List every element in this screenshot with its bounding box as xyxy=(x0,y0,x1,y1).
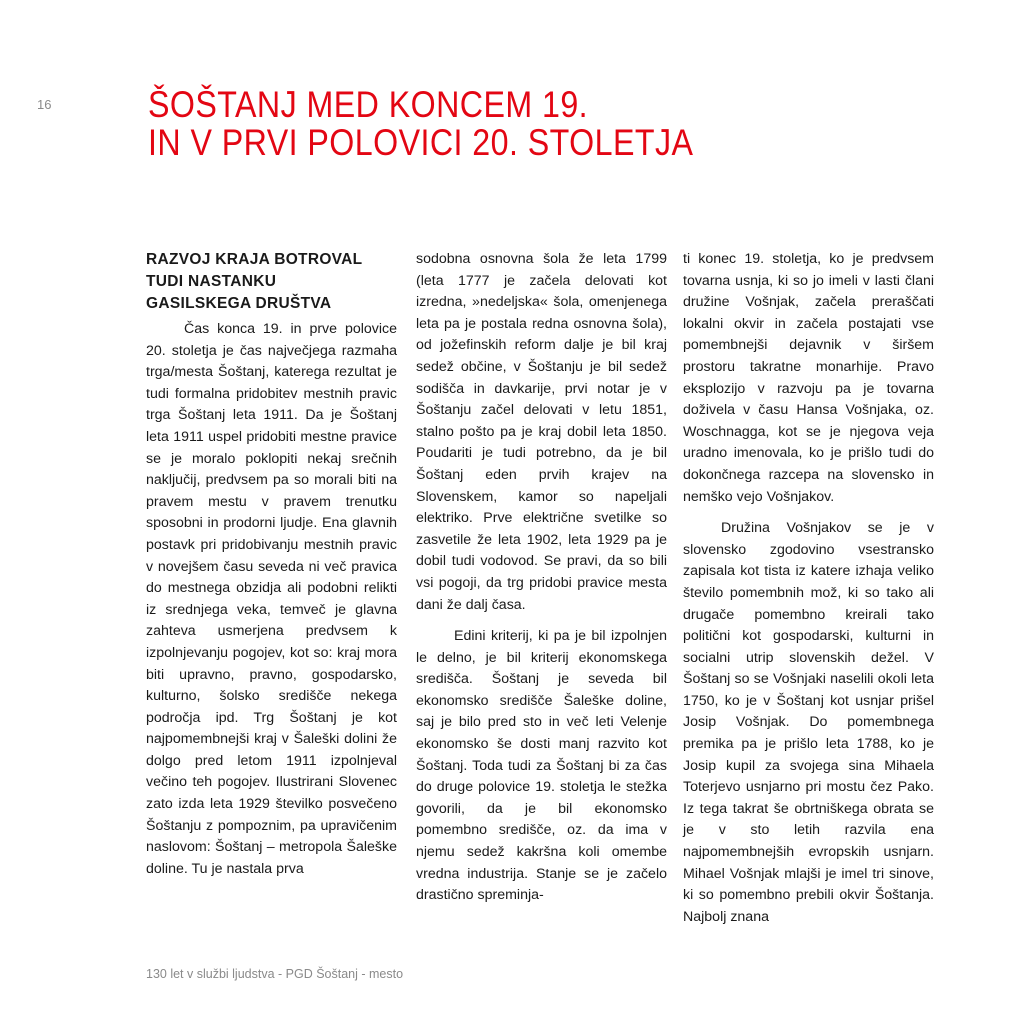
page-footer: 130 let v službi ljudstva - PGD Šoštanj - mesto xyxy=(146,967,404,981)
subheading-line-3: GASILSKEGA DRUŠTVA xyxy=(146,295,332,312)
paragraph: sodobna osnovna šola že leta 1799 (leta 1777 je začela delovati kot izredna, »nedeljska« šola, omenjenega leta pa je postala redna osnovna šola), od jožefinskih reform dalje je bil kraj sedež občine, v Šoštanju je bil sedež sodišča in davkarije, prvi notar je v Šoštanju začel delovati v letu 1851, stalno pošto pa je kraj dobil leta 1850. Poudariti je tudi potrebno, da je bil Šoštanj eden prvih krajev na Slovenskem, kamor so napeljali elektriko. Prve električne svetilke so zasvetile že leta 1902, leta 1929 pa je dobil tudi vodovod. Se pravi, da so bili vsi pogoji, da trg pridobi pravice mesta dani že dalj časa. xyxy=(416,251,667,613)
page-title xyxy=(148,86,693,162)
text-column-3 xyxy=(683,249,934,928)
subheading-line-1: RAZVOJ KRAJA BOTROVAL xyxy=(146,251,363,268)
subheading-line-2: TUDI NASTANKU xyxy=(146,273,277,290)
section-subheading xyxy=(146,249,397,315)
text-column-1 xyxy=(146,249,397,880)
page-number: 16 xyxy=(37,97,52,112)
text-column-2 xyxy=(416,249,667,907)
paragraph: Družina Vošnjakov se je v slovensko zgodovino vsestransko zapisala kot tista iz katere izhaja veliko število pomembnih mož, ki so tako ali drugače pomembno kreirali tako politični kot gospodarski, kulturni in socialni utrip slovenskih dežel. V Šoštanj so se Vošnjaki naselili okoli leta 1750, ko je v Šoštanj kot usnjar prišel Josip Vošnjak. Do pomembnega premika pa je prišlo leta 1788, ko je Josip kupil za svojega sina Mihaela Toterjevo usnjarno pri mostu čez Pako. Iz tega takrat še obrtniškega obrata se je v sto letih razvila ena najpomembnejših evropskih usnjarn. Mihael Vošnjak mlajši je imel tri sinove, ki so pomembno prebili okvir Šoštanja. Najbolj znana xyxy=(683,520,934,925)
paragraph: Čas konca 19. in prve polovice 20. stoletja je čas največjega razmaha trga/mesta Šoštanj, katerega rezultat je tudi formalna pridobitev mestnih pravic trga Šoštanj leta 1911. Da je Šoštanj leta 1911 uspel pridobiti mestne pravice se je moralo poklopiti nekaj srečnih naključij, predvsem pa so morali biti na pravem mestu v pravem trenutku sposobni in prodorni ljudje. Ena glavnih postavk pri pridobivanju mestnih pravic v novejšem času seveda ni več pravica do mestnega obzidja ali podobni relikti iz srednjega veka, temveč je glavna zahteva usmerjena predvsem k izpolnjevanju pogojev, kot so: kraj mora biti upravno, pravno, gospodarsko, kulturno, šolsko središče nekega področja ipd. Trg Šoštanj je kot najpomembnejši kraj v Šaleški dolini že dolgo pred letom 1911 izpolnjeval večino teh pogojev. Ilustrirani Slovenec zato izda leta 1929 številko posvečeno Šoštanju z pompoznim, pa upravičenim naslovom: Šoštanj – metropola Šaleške doline. Tu je nastala prva xyxy=(146,321,397,877)
page-title-line-1: ŠOŠTANJ MED KONCEM 19. xyxy=(148,84,589,125)
page-title-line-2: IN V PRVI POLOVICI 20. STOLETJA xyxy=(148,122,694,163)
paragraph: ti konec 19. stoletja, ko je predvsem tovarna usnja, ki so jo imeli v lasti člani družine Vošnjak, začela preraščati lokalni okvir in začela postajati vse pomembnejši dejavnik v širšem prostoru takratne monarhije. Pravo eksplozijo v razvoju pa je tovarna doživela v času Hansa Vošnjaka, oz. Woschnagga, kot se je njegova veja uradno imenovala, ko je prišlo tudi do dokončnega razcepa na slovensko in nemško vejo Vošnjakov. xyxy=(683,251,934,505)
paragraph: Edini kriterij, ki pa je bil izpolnjen le delno, je bil kriterij ekonomskega središča. Šoštanj je seveda bil ekonomsko središče Šaleške doline, saj je bilo pred sto in več leti Velenje ekonomsko še dosti manj razvito kot Šoštanj. Toda tudi za Šoštanj bi za čas do druge polovice 19. stoletja le stežka govorili, da je bil ekonomsko pomembno središče, oz. da ima v njemu sedež kakršna koli omembe vredna industrija. Stanje se je začelo drastično spreminja- xyxy=(416,628,667,904)
